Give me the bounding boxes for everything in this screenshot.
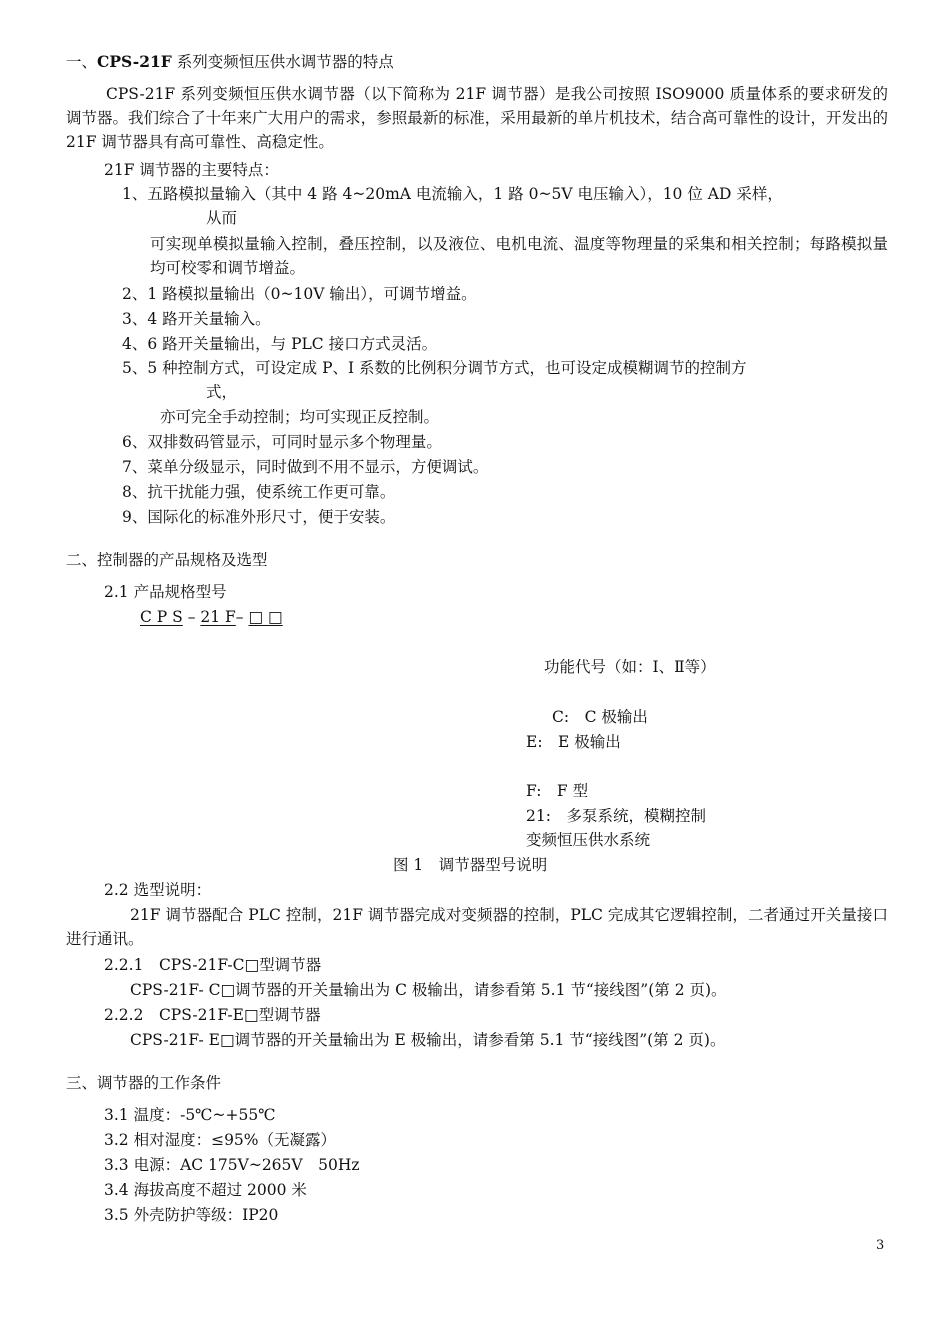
condition-temperature: 3.1 温度：-5℃~+55℃ [104, 1106, 276, 1124]
diagram-e-output: E: E 极输出 [526, 733, 621, 751]
section-1-intro [66, 82, 888, 154]
features-heading: 21F 调节器的主要特点： [104, 161, 279, 179]
feature-2: 2、1 路模拟量输出（0~10V 输出），可调节增益。 [122, 285, 477, 303]
section-2-1-heading: 2.1 产品规格型号 [104, 583, 227, 601]
diagram-system-name: 变频恒压供水系统 [526, 831, 651, 849]
feature-7: 7、菜单分级显示，同时做到不用不显示，方便调试。 [122, 458, 489, 476]
condition-protection: 3.5 外壳防护等级：IP20 [104, 1206, 279, 1224]
section-1-prefix: 一、 [66, 53, 98, 71]
feature-4: 4、6 路开关量输出，与 PLC 接口方式灵活。 [122, 335, 438, 353]
section-2-2-1-heading: 2.2.1 CPS-21F-C□型调节器 [104, 956, 322, 974]
section-2-2-text [66, 903, 888, 951]
feature-5-line-c: 亦可完全手动控制；均可实现正反控制。 [160, 408, 440, 426]
feature-6: 6、双排数码管显示，可同时显示多个物理量。 [122, 433, 442, 451]
model-f: F [220, 608, 236, 626]
model-cps: C P S [140, 608, 183, 626]
section-2-2-heading: 2.2 选型说明： [104, 881, 212, 899]
feature-5-line-b: 式， [206, 383, 238, 401]
section-1-title [66, 50, 394, 74]
section-1-model: CPS-21F [97, 52, 172, 71]
condition-altitude: 3.4 海拔高度不超过 2000 米 [104, 1181, 307, 1199]
diagram-f-type: F: F 型 [526, 782, 589, 800]
section-2-2-2-heading: 2.2.2 CPS-21F-E□型调节器 [104, 1006, 321, 1024]
section-2-2-1-text: CPS-21F- C□调节器的开关量输出为 C 极输出，请参看第 5.1 节“接线图”(第 2 页)。 [130, 981, 727, 999]
diagram-21-system: 21: 多泵系统，模糊控制 [526, 807, 706, 825]
section-1-intro-text: CPS-21F 系列变频恒压供水调节器（以下简称为 21F 调节器）是我公司按照 ISO9000 质量体系的要求研发的调节器。我们综合了十年来广大用户的需求，参照最新的标准，采用最新的单片机技术，结合高可靠性的设计，开发出的 21F 调节器具有高可靠性、高稳定性。 [66, 85, 888, 151]
condition-humidity: 3.2 相对湿度：≤95%（无凝露） [104, 1131, 337, 1149]
diagram-function-code: 功能代号（如：Ⅰ、Ⅱ等） [544, 658, 716, 676]
feature-5-line-a: 5、5 种控制方式，可设定成 P、I 系数的比例积分调节方式，也可设定成模糊调节的控制方 [122, 359, 747, 377]
feature-3: 3、4 路开关量输入。 [122, 310, 271, 328]
model-21: 21 [200, 608, 221, 626]
diagram-c-output: C: C 极输出 [552, 708, 648, 726]
model-code [140, 605, 283, 629]
feature-1-line-a: 1、五路模拟量输入（其中 4 路 4~20mA 电流输入，1 路 0~5V 电压输入），10 位 AD 采样， [122, 185, 783, 203]
section-2-title: 二、控制器的产品规格及选型 [66, 551, 268, 569]
model-boxes: □ □ [248, 608, 283, 626]
model-dash-2: – [235, 608, 249, 626]
feature-1-line-c: 可实现单模拟量输入控制，叠压控制，以及液位、电机电流、温度等物理量的采集和相关控制；每路模拟量均可校零和调节增益。 [150, 235, 888, 277]
page-number: 3 [876, 1238, 885, 1253]
model-dash-1: – [182, 608, 201, 626]
feature-8: 8、抗干扰能力强，使系统工作更可靠。 [122, 483, 396, 501]
condition-power: 3.3 电源：AC 175V~265V 50Hz [104, 1156, 360, 1174]
feature-9: 9、国际化的标准外形尺寸，便于安装。 [122, 508, 396, 526]
section-2-2-text-body: 21F 调节器配合 PLC 控制，21F 调节器完成对变频器的控制，PLC 完成其它逻辑控制，二者通过开关量接口进行通讯。 [66, 906, 888, 948]
section-1-title-rest: 系列变频恒压供水调节器的特点 [171, 53, 394, 71]
figure-caption: 图 1 调节器型号说明 [393, 856, 548, 874]
feature-1-line-b: 从而 [206, 209, 238, 227]
section-2-2-2-text: CPS-21F- E□调节器的开关量输出为 E 极输出，请参看第 5.1 节“接线图”(第 2 页)。 [130, 1031, 726, 1049]
section-3-title: 三、调节器的工作条件 [66, 1074, 222, 1092]
